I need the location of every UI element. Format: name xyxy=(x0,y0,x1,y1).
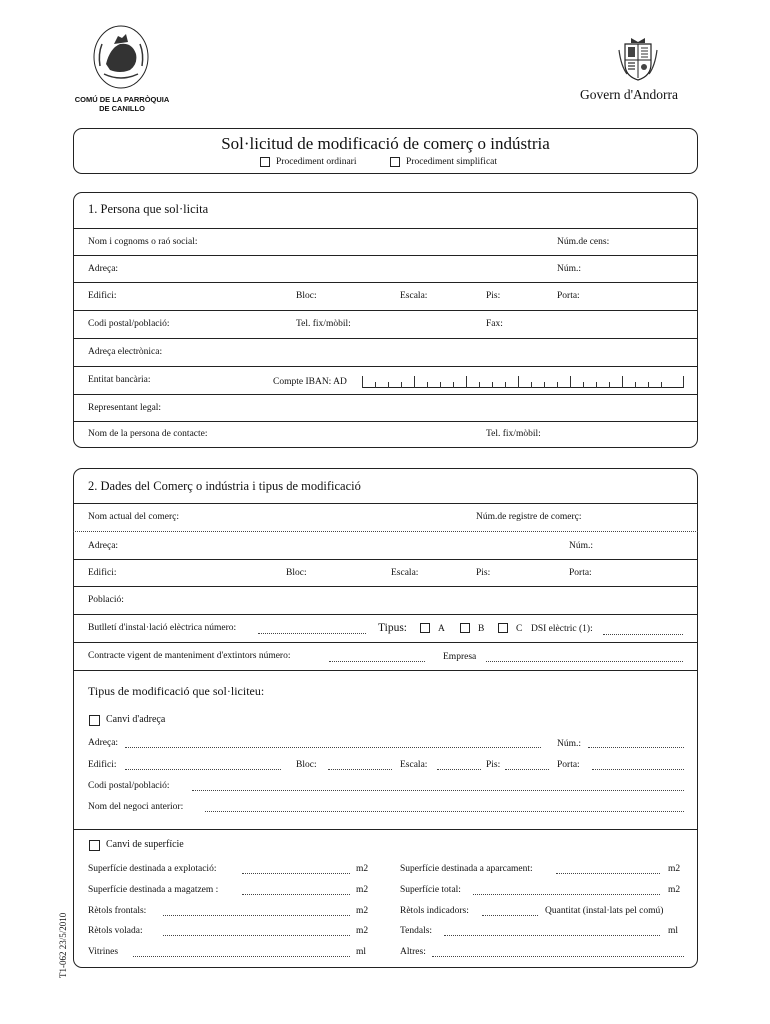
tel2-label: Tel. fix/mòbil: xyxy=(486,429,541,439)
tipus-c-checkbox[interactable] xyxy=(498,623,508,633)
m-porta-input[interactable] xyxy=(592,769,684,770)
contacte-label: Nom de la persona de contacte: xyxy=(88,429,208,439)
m-codi-postal-label: Codi postal/població: xyxy=(88,781,170,791)
m-num-input[interactable] xyxy=(588,747,684,748)
negoci-anterior-label: Nom del negoci anterior: xyxy=(88,802,184,812)
tendals-label: Tendals: xyxy=(400,926,433,936)
m-adreca-input[interactable] xyxy=(125,747,541,748)
unit-m2: m2 xyxy=(668,864,681,874)
representant-label: Representant legal: xyxy=(88,403,162,413)
fax-label: Fax: xyxy=(486,319,503,329)
m-porta-label: Porta: xyxy=(557,760,580,770)
dsi-label: DSI elèctric (1): xyxy=(531,624,593,634)
unit-m2: m2 xyxy=(668,885,681,895)
butlleti-label: Butlletí d'instal·lació elèctrica número: xyxy=(88,623,237,633)
sup-total-label: Superfície total: xyxy=(400,885,461,895)
m-escala-input[interactable] xyxy=(437,769,481,770)
altres-label: Altres: xyxy=(400,947,426,957)
comu-name-line1: COMÚ DE LA PARRÒQUIA xyxy=(74,95,170,104)
s2-escala-label: Escala: xyxy=(391,568,419,578)
iban-label: Compte IBAN: AD xyxy=(273,377,347,387)
sup-explotacio-input[interactable] xyxy=(242,873,350,874)
m-adreca-label: Adreça: xyxy=(88,738,119,748)
comu-logo xyxy=(92,24,150,90)
procediment-simplificat-label: Procediment simplificat xyxy=(406,157,498,167)
sup-total-input[interactable] xyxy=(473,894,660,895)
unit-m2: m2 xyxy=(356,864,369,874)
govern-name: Govern d'Andorra xyxy=(580,87,679,102)
escala-label: Escala: xyxy=(400,291,428,301)
contracte-input[interactable] xyxy=(329,661,425,662)
canvi-adreca-label: Canvi d'adreça xyxy=(106,714,166,725)
section2-title: 2. Dades del Comerç o indústria i tipus de modificació xyxy=(88,479,361,493)
tipus-c-label: C xyxy=(516,624,523,634)
porta-label: Porta: xyxy=(557,291,580,301)
iban-input[interactable] xyxy=(362,374,684,388)
m-pis-input[interactable] xyxy=(505,769,549,770)
s2-num-label: Núm.: xyxy=(569,541,594,551)
retols-volada-input[interactable] xyxy=(163,935,350,936)
edifici-label: Edifici: xyxy=(88,291,117,301)
andorra-coat-of-arms xyxy=(617,36,659,82)
tipus-b-label: B xyxy=(478,624,485,634)
canvi-superficie-label: Canvi de superfície xyxy=(106,839,184,850)
poblacio-label: Població: xyxy=(88,595,124,605)
altres-input[interactable] xyxy=(432,956,684,957)
canvi-adreca-checkbox[interactable] xyxy=(89,715,100,726)
retols-frontals-label: Rètols frontals: xyxy=(88,906,147,916)
unit-ml: ml xyxy=(356,947,367,957)
form-title: Sol·licitud de modificació de comerç o indústria xyxy=(221,134,550,153)
sup-aparcament-label: Superfície destinada a aparcament: xyxy=(400,864,533,874)
tipus-label: Tipus: xyxy=(378,622,407,634)
tipus-a-label: A xyxy=(438,624,445,634)
nom-actual-label: Nom actual del comerç: xyxy=(88,512,180,522)
s2-porta-label: Porta: xyxy=(569,568,592,578)
vitrines-input[interactable] xyxy=(133,956,350,957)
unit-m2: m2 xyxy=(356,885,369,895)
canvi-superficie-checkbox[interactable] xyxy=(89,840,100,851)
s2-adreca-label: Adreça: xyxy=(88,541,119,551)
retols-indicadors-input[interactable] xyxy=(482,915,538,916)
tel-label: Tel. fix/mòbil: xyxy=(296,319,351,329)
m-escala-label: Escala: xyxy=(400,760,428,770)
procediment-ordinari-checkbox[interactable] xyxy=(260,157,270,167)
retols-indicadors-label: Rètols indicadors: xyxy=(400,906,469,916)
sup-magatzem-input[interactable] xyxy=(242,894,350,895)
s2-pis-label: Pis: xyxy=(476,568,491,578)
empresa-label: Empresa xyxy=(443,652,477,662)
unit-m2: m2 xyxy=(356,906,369,916)
entitat-label: Entitat bancària: xyxy=(88,375,151,385)
m-edifici-label: Edifici: xyxy=(88,760,117,770)
form-code: T1-062 23/5/2010 xyxy=(58,912,68,978)
comu-name-line2: DE CANILLO xyxy=(99,104,145,113)
m-edifici-input[interactable] xyxy=(125,769,281,770)
modificacio-title: Tipus de modificació que sol·liciteu: xyxy=(88,684,265,698)
negoci-anterior-input[interactable] xyxy=(205,811,684,812)
contracte-label: Contracte vigent de manteniment d'extintors número: xyxy=(88,651,291,661)
m-bloc-input[interactable] xyxy=(328,769,392,770)
m-bloc-label: Bloc: xyxy=(296,760,317,770)
num-cens-label: Núm.de cens: xyxy=(557,237,610,247)
unit-m2: m2 xyxy=(356,926,369,936)
dsi-input[interactable] xyxy=(603,634,683,635)
vitrines-label: Vitrines xyxy=(88,947,119,957)
quantitat-label: Quantitat (instal·lats pel comú) xyxy=(545,906,664,916)
section1-title: 1. Persona que sol·licita xyxy=(88,202,209,216)
empresa-input[interactable] xyxy=(486,661,683,662)
sup-magatzem-label: Superfície destinada a magatzem : xyxy=(88,885,219,895)
num-label: Núm.: xyxy=(557,264,582,274)
pis-label: Pis: xyxy=(486,291,501,301)
retols-volada-label: Rètols volada: xyxy=(88,926,143,936)
unit-ml: ml xyxy=(668,926,679,936)
butlleti-input[interactable] xyxy=(258,633,366,634)
nom-label: Nom i cognoms o raó social: xyxy=(88,237,198,247)
s2-edifici-label: Edifici: xyxy=(88,568,117,578)
s2-bloc-label: Bloc: xyxy=(286,568,307,578)
procediment-ordinari-label: Procediment ordinari xyxy=(276,157,357,167)
bloc-label: Bloc: xyxy=(296,291,317,301)
sup-aparcament-input[interactable] xyxy=(556,873,660,874)
m-codi-postal-input[interactable] xyxy=(192,790,684,791)
tipus-b-checkbox[interactable] xyxy=(460,623,470,633)
num-registre-label: Núm.de registre de comerç: xyxy=(476,512,582,522)
sup-explotacio-label: Superfície destinada a explotació: xyxy=(88,864,217,874)
procediment-simplificat-checkbox[interactable] xyxy=(390,157,400,167)
tendals-input[interactable] xyxy=(444,935,660,936)
retols-frontals-input[interactable] xyxy=(163,915,350,916)
adreca-label: Adreça: xyxy=(88,264,119,274)
m-pis-label: Pis: xyxy=(486,760,501,770)
codi-postal-label: Codi postal/població: xyxy=(88,319,170,329)
tipus-a-checkbox[interactable] xyxy=(420,623,430,633)
email-label: Adreça electrònica: xyxy=(88,347,163,357)
m-num-label: Núm.: xyxy=(557,739,582,749)
